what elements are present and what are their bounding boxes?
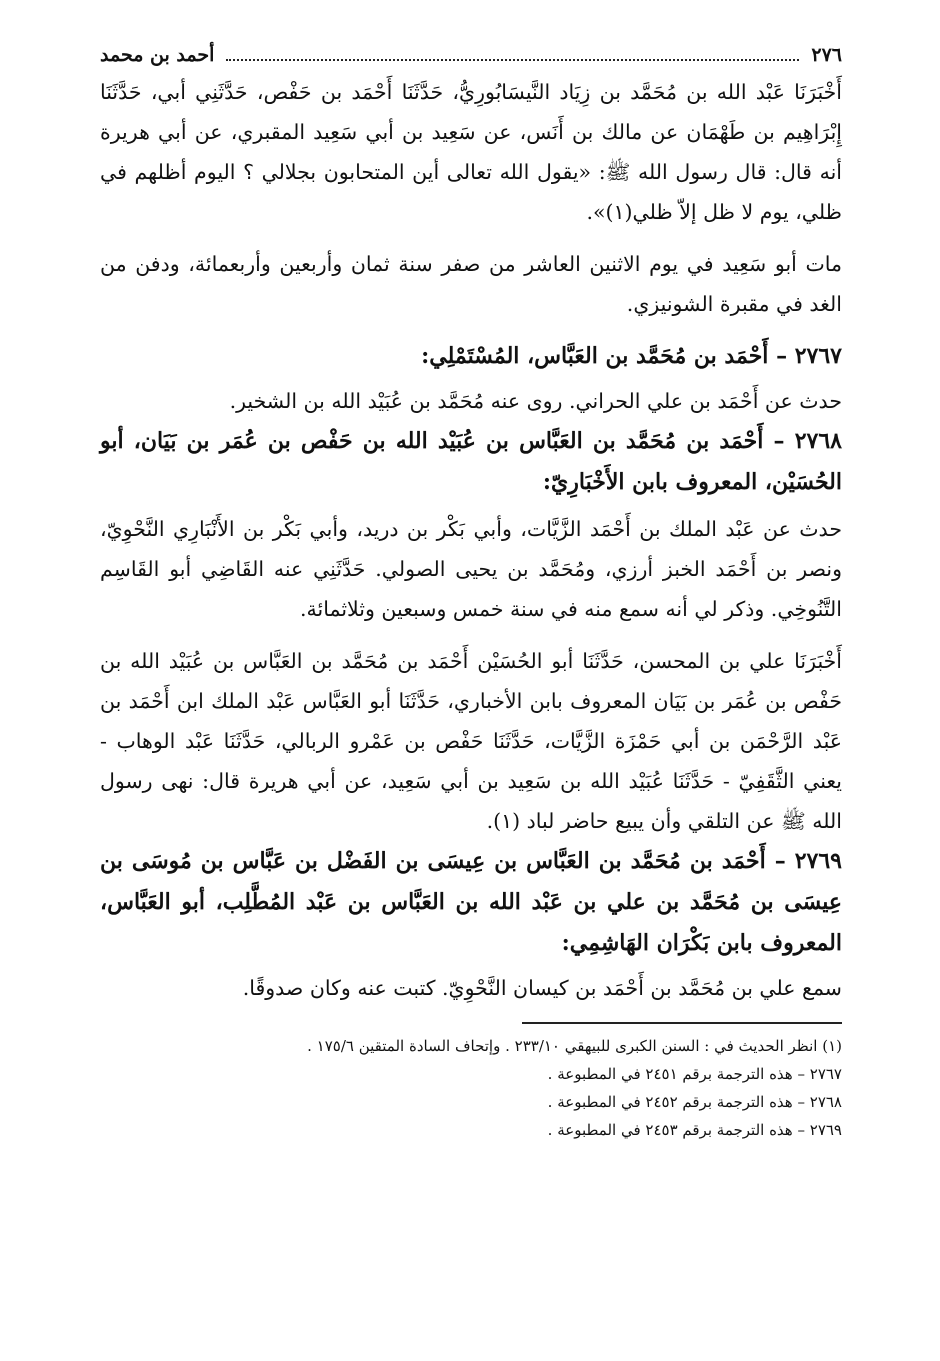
entry-heading-2768: ٢٧٦٨ – أَحْمَد بن مُحَمَّد بن العَبَّاس بن عُبَيْد الله بن حَفْص بن عُمَر بن بَيَان، أبو الحُسَيْن، المعروف بابن الأَخْبَارِيّ: xyxy=(100,428,842,495)
footnote-1: (١) انظر الحديث في : السنن الكبرى للبيهقي ٢٣٣/١٠ . وإتحاف السادة المتقين ١٧٥/٦ . xyxy=(307,1037,842,1055)
footnote-2769: ٢٧٦٩ – هذه الترجمة برقم ٢٤٥٣ في المطبوعة . xyxy=(547,1121,842,1139)
footnote-2768: ٢٧٦٨ – هذه الترجمة برقم ٢٤٥٢ في المطبوعة . xyxy=(547,1093,842,1111)
entry-text-2769: سمع علي بن مُحَمَّد بن أَحْمَد بن كيسان النَّحْوِيّ. كتبت عنه وكان صدوقًا. xyxy=(242,976,842,1000)
entry-heading-2767: ٢٧٦٧ – أَحْمَد بن مُحَمَّد بن العَبَّاس، المُسْتَمْلِي: xyxy=(421,343,842,369)
hadith-paragraph: أَخْبَرَنَا عَبْد الله بن مُحَمَّد بن زِيَاد النَّيسَابُورِيُّ، حَدَّثَنَا أَحْمَد بن حَفْص، حَدَّثَنِي أبي، حَدَّثَنَا إِبْرَاهِيم بن طَهْمَان عن مالك بن أَنَس، عن سَعِيد بن أبي سَعِيد المقبري، عن أبي هريرة أنه قال: قال رسول الله ﷺ: «يقول الله تعالى أين المتحابون بجلالي ؟ اليوم أظلهم في ظلي، يوم لا ظل إلاّ ظلي(١)». xyxy=(100,80,842,224)
entry-text-2768-b: أَخْبَرَنَا علي بن المحسن، حَدَّثَنَا أبو الحُسَيْن أَحْمَد بن مُحَمَّد بن العَبَّاس بن عُبَيْد الله بن حَفْص بن عُمَر بن بَيَان المعروف بابن الأخباري، حَدَّثَنَا أبو العَبَّاس عَبْد الملك ابن أَحْمَد بن عَبْد الرَّحْمَن بن أبي حَمْزَة الزَّيَّات، حَدَّثَنَا حَفْص بن عَمْرو الربالي، حَدَّثَنَا عَبْد الوهاب - يعني الثَّقَفِيّ - حَدَّثَنَا عُبَيْد الله بن سَعِيد بن أبي سَعِيد، عن أبي هريرة قال: نهى رسول الله ﷺ عن التلقي وأن يبيع حاضر لباد (١). xyxy=(100,649,842,833)
death-note-paragraph: مات أبو سَعِيد في يوم الاثنين العاشر من صفر سنة ثمان وأربعين وأربعمائة، ودفن من الغد في مقبرة الشونيزي. xyxy=(100,252,842,316)
entry-text-2767: حدث عن أَحْمَد بن علي الحراني. روى عنه مُحَمَّد بن عُبَيْد الله بن الشخير. xyxy=(229,389,842,413)
running-title: أحمد بن محمد xyxy=(100,44,215,66)
entry-text-2768-a: حدث عن عَبْد الملك بن أَحْمَد الزَّيَّات، وأبي بَكْر بن دريد، وأبي بَكْر بن الأَنْبَارِي النَّحْوِيّ، ونصر بن أَحْمَد الخبز أرزي، ومُحَمَّد بن يحيى الصولي. حَدَّثَنِي عنه القَاضِي أبو القَاسِم التَّنُوخِي. وذكر لي أنه سمع منه في سنة خمس وسبعين وثلاثمائة. xyxy=(100,517,842,621)
footnote-2767: ٢٧٦٧ – هذه الترجمة برقم ٢٤٥١ في المطبوعة . xyxy=(547,1065,842,1083)
entry-heading-2769: ٢٧٦٩ – أَحْمَد بن مُحَمَّد بن العَبَّاس بن عِيسَى بن الفَضْل بن عَبَّاس بن مُوسَى بن عِيسَى بن مُحَمَّد بن علي بن عَبْد الله بن العَبَّاس بن عَبْد المُطَّلِب، أبو العَبَّاس، المعروف بابن بَكْرَان الهَاشِمِي: xyxy=(100,848,842,956)
book-page xyxy=(100,38,842,1328)
header-dotted-leader xyxy=(226,41,799,61)
page-number: ٢٧٦ xyxy=(811,44,842,66)
footnote-rule xyxy=(522,1022,842,1024)
page-header xyxy=(100,38,842,72)
